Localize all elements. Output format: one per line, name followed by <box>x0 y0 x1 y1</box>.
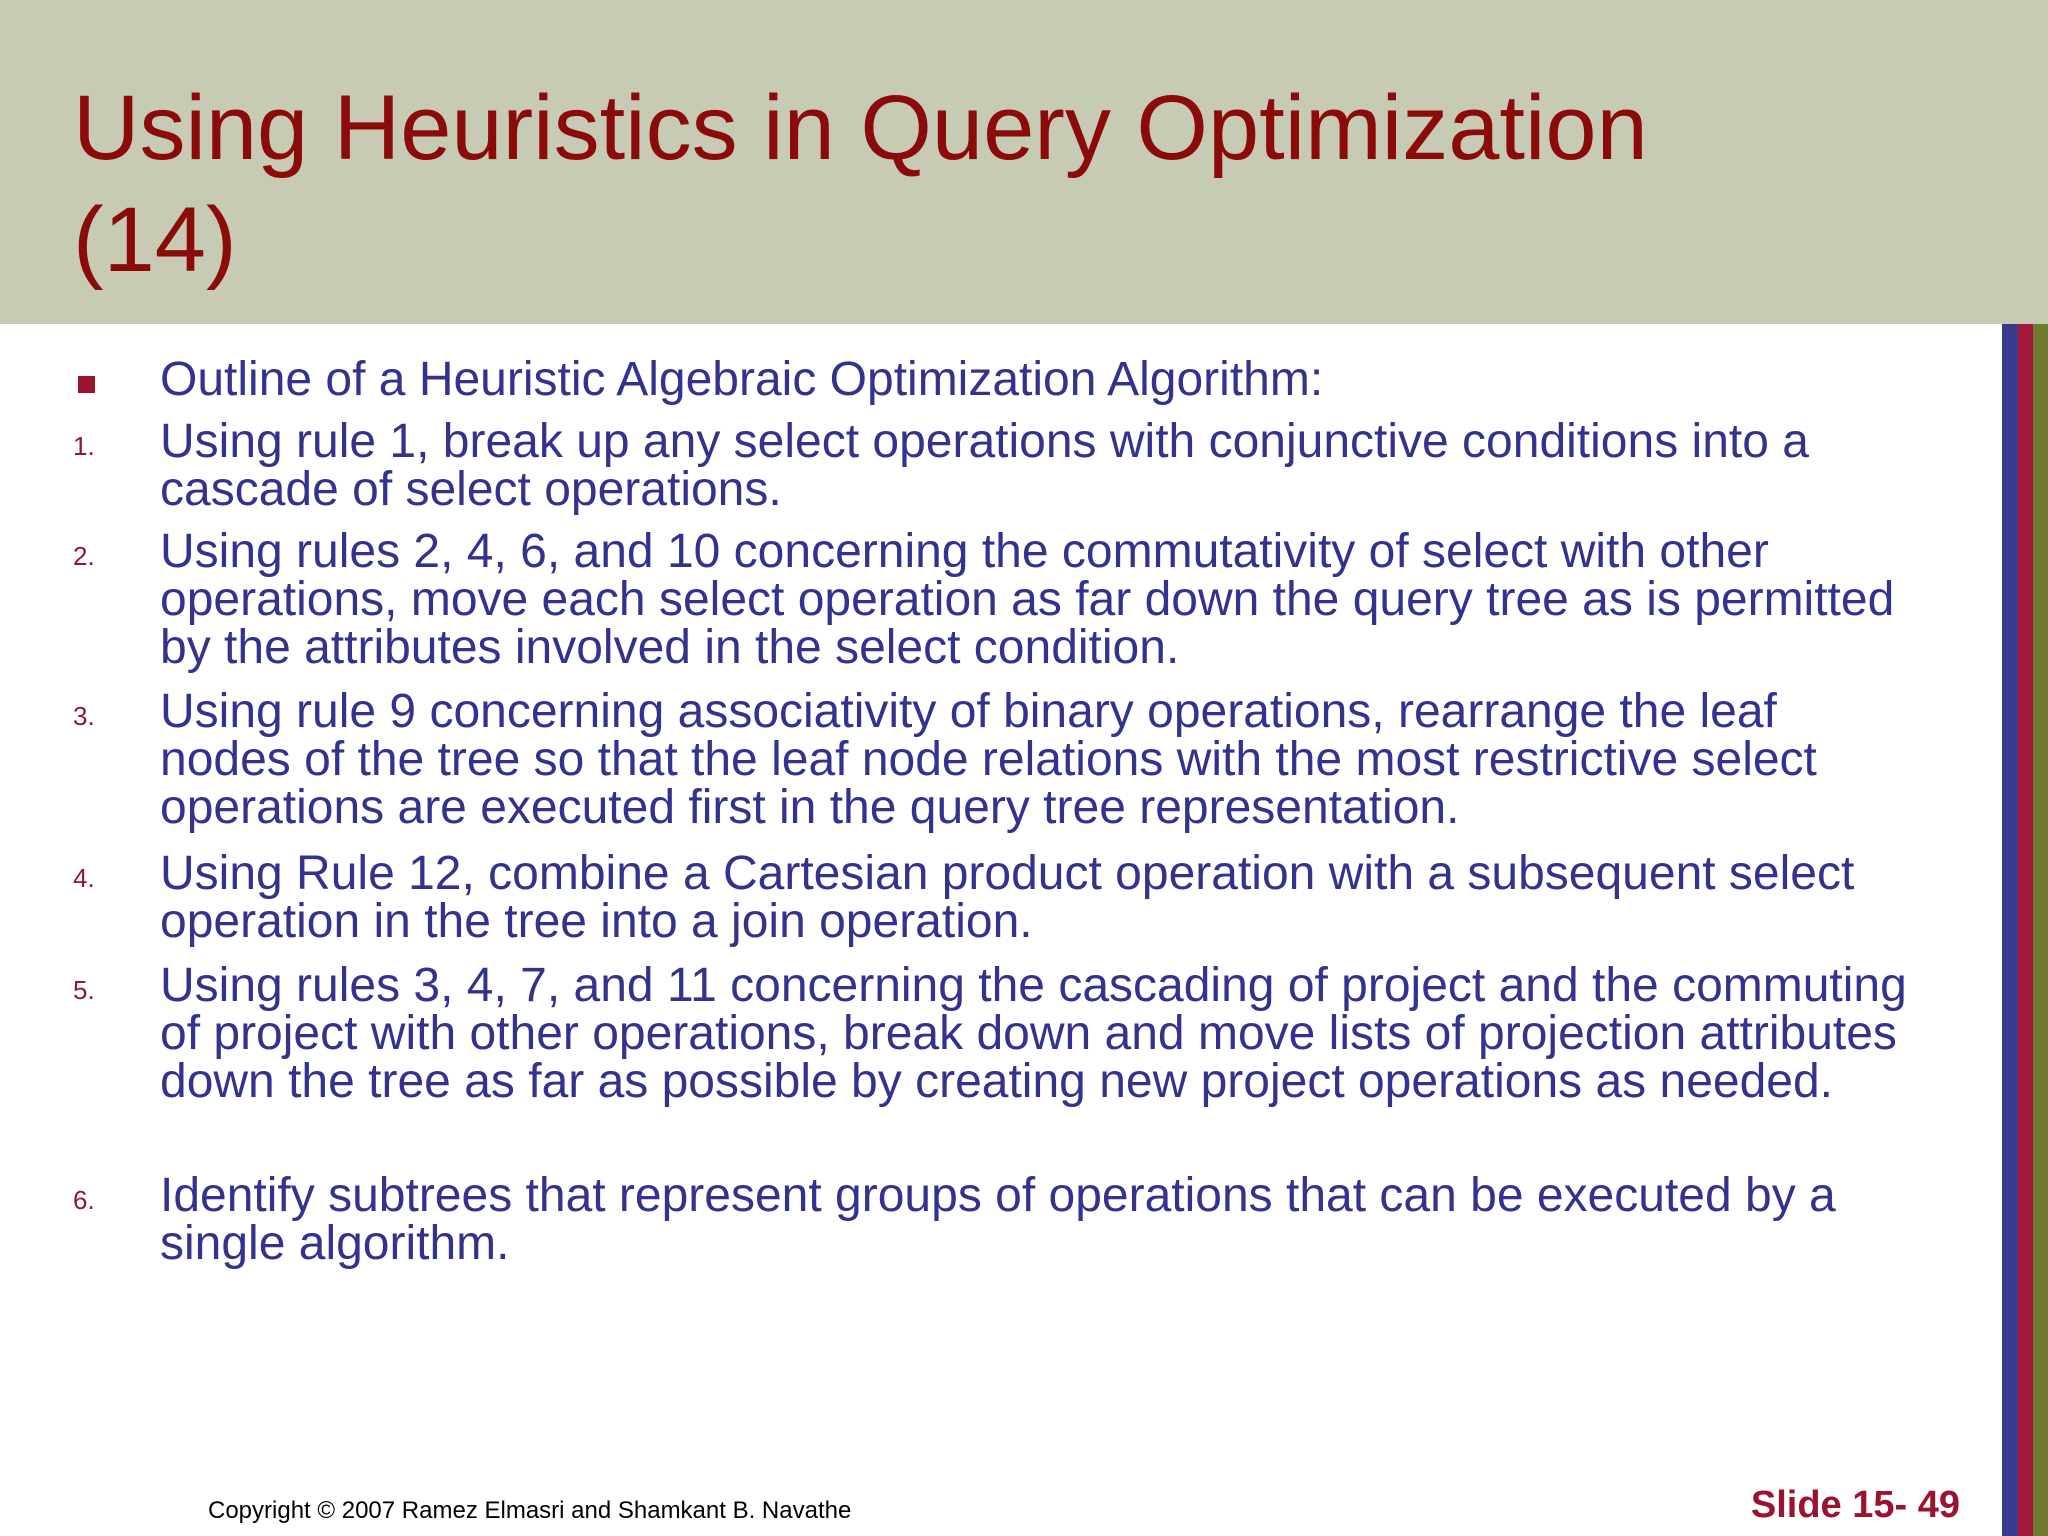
decorative-stripe-blue <box>2002 324 2018 1536</box>
step-text: Using rule 9 concerning associativity of binary operations, rearrange the leaf nodes of the tree so that the leaf node relations with the most restrictive select operations are executed first in the query tree representation. <box>160 685 1817 834</box>
step-text: Using rules 3, 4, 7, and 11 concerning the cascading of project and the commuting of project with other operations, break down and move lists of projection attributes down the tree as far as possible by creating new project operations as needed. <box>160 959 1907 1108</box>
square-bullet-icon <box>78 376 95 393</box>
step-text: Using Rule 12, combine a Cartesian product operation with a subsequent select operation in the tree into a join operation. <box>160 847 1855 948</box>
step-text: Using rules 2, 4, 6, and 10 concerning the commutativity of select with other operations, move each select operation as far down the query tree as is permitted by the attributes involved in the select condition. <box>160 525 1895 674</box>
slide-header <box>0 0 2048 324</box>
decorative-stripe-green <box>2033 324 2048 1536</box>
step-text: Using rule 1, break up any select operations with conjunctive conditions into a cascade of select operations. <box>160 415 1809 516</box>
step-number: 3. <box>73 701 95 731</box>
slide-title-line-1: Using Heuristics in Query Optimization <box>73 77 1648 179</box>
step-number: 1. <box>73 431 95 461</box>
slide-number: Slide 15- 49 <box>1750 1484 1960 1526</box>
slide-title-line-2: (14) <box>73 189 237 291</box>
slide-title <box>73 72 1773 296</box>
step-number: 6. <box>73 1185 95 1215</box>
step-number: 5. <box>73 975 95 1005</box>
decorative-stripe-red <box>2018 324 2033 1536</box>
step-number: 4. <box>73 863 95 893</box>
step-text: Identify subtrees that represent groups of operations that can be executed by a single algorithm. <box>160 1169 1836 1270</box>
outline-heading: Outline of a Heuristic Algebraic Optimization Algorithm: <box>160 353 1324 406</box>
copyright-notice: Copyright © 2007 Ramez Elmasri and Shamkant B. Navathe <box>208 1497 852 1524</box>
step-number: 2. <box>73 541 95 571</box>
